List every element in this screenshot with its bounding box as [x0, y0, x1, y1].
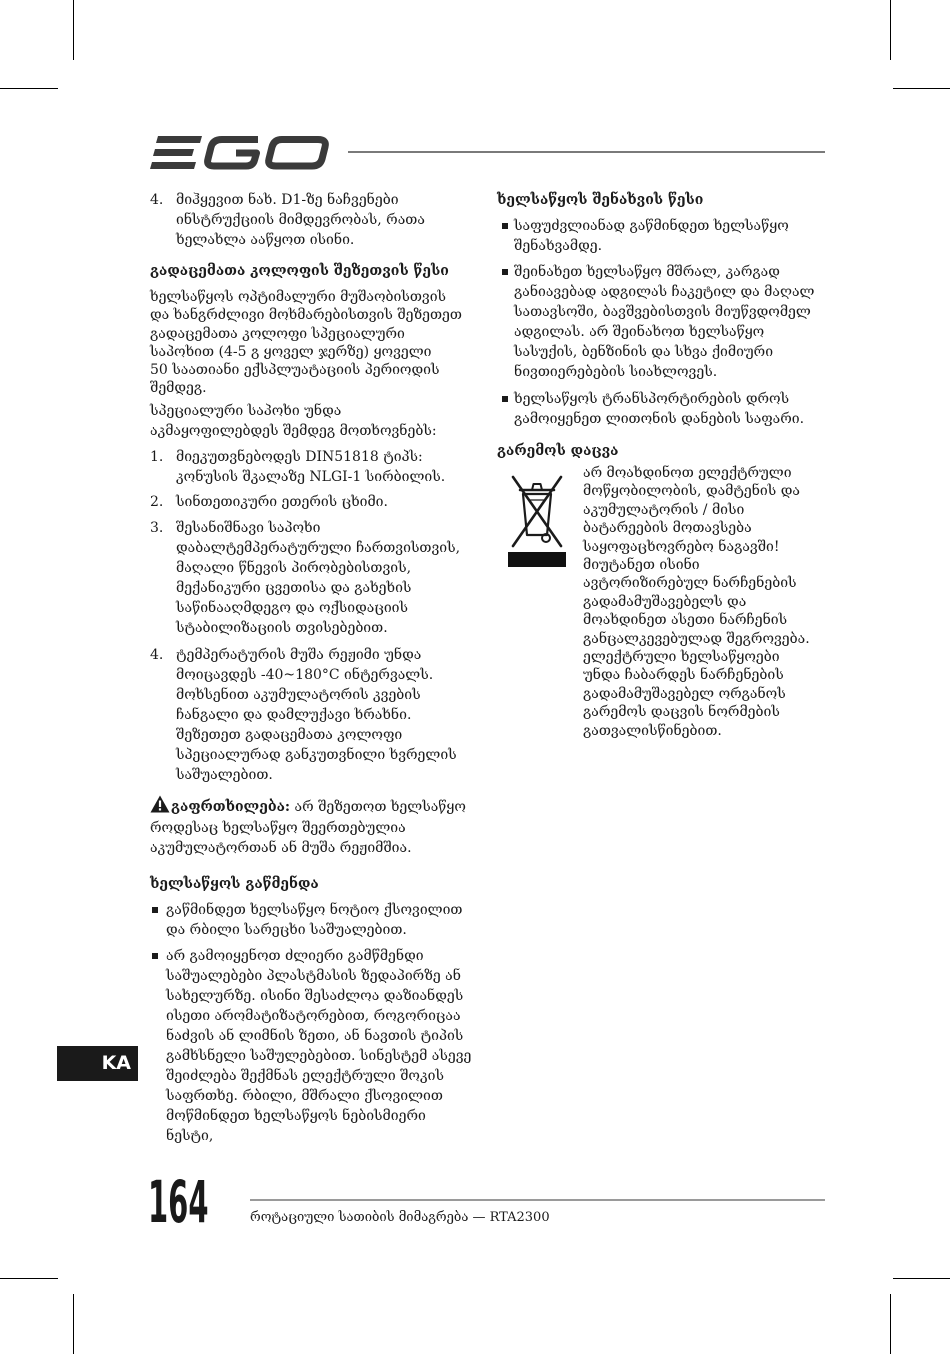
bullet-item [150, 900, 463, 940]
list-item [150, 518, 460, 638]
bullet-item [150, 946, 471, 1146]
bullet-item-body [514, 389, 804, 429]
text-line: მექანიკური ცვეთისა და გახეხის [176, 580, 412, 596]
bullet-square-icon [502, 269, 508, 275]
text-line: ჩანგალი და დამლუქავი ხრახნი. [176, 707, 412, 723]
text-line: გაწმინდეთ ხელსაწყო ნოტიო ქსოვილით [166, 902, 463, 918]
crop-mark-bottom-right-horizontal [893, 1278, 950, 1279]
text-line: საშუალებები პლასტმასის ზედაპირზე ან [166, 968, 461, 984]
text-line: დაბალტემპერატურული ჩართვისთვის, [176, 540, 461, 556]
section-heading-storage: ხელსაწყოს შენახვის წესი [497, 192, 704, 208]
warning-note [150, 795, 466, 859]
crop-mark-top-right-horizontal [893, 88, 950, 89]
bullet-item [497, 262, 814, 382]
step-4 [150, 190, 425, 250]
crop-mark-top-left-horizontal [0, 88, 58, 89]
text-line: აკუმულატორთან ან მუშა რეჟიმშია. [150, 840, 412, 856]
list-item [150, 447, 445, 487]
text-line: საფრთხე. რბილი, მშრალი ქსოვილით [166, 1088, 443, 1104]
text-line: შეიძლება შექმნას ელექტრული შოკის [166, 1068, 444, 1084]
text-line: სპეციალური საპოხი უნდა [150, 403, 342, 419]
list-item [150, 645, 457, 785]
text-line: ადგილას. არ შეინახოთ ხელსაწყო [514, 324, 765, 340]
text-line: ელექტრული ხელსაწყოები [583, 649, 780, 666]
crop-mark-top-left-vertical [73, 0, 74, 60]
bullet-square-icon [152, 907, 158, 913]
list-item [150, 492, 388, 512]
text-line: ნესტი, [166, 1128, 214, 1144]
bullet-square-icon [152, 953, 158, 959]
bullet-square-icon [502, 223, 508, 229]
language-tab: KA [57, 1046, 138, 1081]
text-line: გადაცემათა კოლოფი სპეციალური [150, 325, 405, 342]
text-line: მოიცავდეს -40~180°C ინტერვალს. [176, 667, 434, 683]
text-line: საწინააღმდეგო და ოქსიდაციის [176, 600, 408, 616]
text-line: არ შეზეთოთ ხელსაწყო [294, 799, 466, 815]
warning-triangle-icon [150, 795, 170, 813]
list-item-body [176, 645, 457, 785]
text-line: შენახვამდე. [514, 238, 603, 254]
warning-label: გაფრთხილება: [171, 799, 291, 815]
text-line: ბატარეების მოთავსება [583, 520, 752, 537]
lubrication-paragraph-2 [150, 401, 437, 441]
list-item-body [176, 447, 445, 487]
text-line: ისეთი არომატიზატორებით, როგორიცაა [166, 1008, 461, 1024]
crop-mark-top-right-vertical [890, 0, 891, 60]
text-line: სინთეთიკური ეთერის ცხიმი. [176, 494, 388, 510]
text-line: ინსტრუქციის მიმდევრობას, რათა [176, 212, 425, 228]
footer-title: როტაციული სათიბის მიმაგრება — RTA2300 [250, 1210, 550, 1225]
text-line: ხელსაწყოს ოპტიმალური მუშაობისთვის [150, 289, 447, 305]
text-line: როდესაც ხელსაწყო შეერთებულია [150, 819, 406, 836]
text-line: გამოიყენეთ ლითონის დანების საფარი. [514, 411, 805, 427]
text-line: აკუმულატორის / მისი [583, 501, 745, 518]
text-line: მაღალი წნევის პირობებისთვის, [176, 560, 412, 576]
list-item-body [176, 518, 460, 638]
text-line: ნივთიერებების სიახლოვეს. [514, 364, 718, 380]
warning-first-line [150, 795, 466, 818]
text-line: გადამამუშავებელს და [583, 593, 747, 610]
list-number: 2. [150, 494, 164, 510]
text-line: გამხსნელი საშულებებით. სინესტემ ასევე [166, 1048, 472, 1064]
text-line: უნდა ჩაბარდეს ნარჩენების [583, 667, 784, 684]
text-line: 50 საათიანი ექსპლუატაციის პერიოდის [150, 362, 440, 379]
text-line: აკმაყოფილებდეს შემდეგ მოთხოვნებს: [150, 423, 437, 439]
text-line: სტაბილიზაციის თვისებებით. [176, 620, 388, 636]
crop-mark-bottom-left-vertical [73, 1294, 74, 1354]
section-heading-lubrication: გადაცემათა კოლოფის შეზეთვის წესი [150, 263, 449, 279]
list-item-body [176, 492, 388, 512]
text-line: მოწყობილობის, დამტენის და [583, 483, 800, 500]
text-line: არ მოახდინოთ ელექტრული [583, 465, 792, 481]
list-number: 1. [150, 449, 164, 465]
step-number: 4. [150, 192, 164, 208]
crossed-out-wheelie-bin-icon [508, 469, 566, 569]
bullet-item [497, 216, 789, 256]
text-line: და რბილი სარეცხი საშუალებით. [166, 922, 407, 938]
list-number: 4. [150, 647, 164, 663]
bullet-square-icon [502, 396, 508, 402]
text-line: მიეკუთვნებოდეს DIN51818 ტიპს: [176, 449, 423, 465]
page-number: 164 [148, 1168, 209, 1236]
text-line: სახელურზე. ისინი შესაძლოა დაზიანდეს [166, 988, 464, 1004]
text-line: განცალკევებულად შეგროვება. [583, 630, 810, 647]
text-line: მიუტანეთ ისინი [583, 557, 700, 574]
section-heading-environment: გარემოს დაცვა [497, 443, 619, 459]
text-line: საშუალებით. [176, 767, 273, 783]
text-line: განიავებად ადგილას ჩაკეტილ და მაღალ [514, 284, 815, 300]
bullet-item-body [514, 262, 814, 382]
text-line: მოხსენით აკუმულატორის კვების [176, 687, 421, 703]
bullet-item-body [514, 216, 789, 256]
text-line: გარემოს დაცვის ნორმების [583, 704, 780, 721]
header-rule [348, 151, 825, 153]
text-line: და ხანგრძლივი მოხმარებისთვის შეზეთეთ [150, 307, 462, 324]
crop-mark-bottom-left-horizontal [0, 1278, 58, 1279]
lubrication-paragraph-1 [150, 288, 462, 398]
text-line: შემდეგ. [150, 380, 207, 397]
text-line: შეზეთეთ გადაცემათა კოლოფი [176, 727, 403, 743]
list-number: 3. [150, 520, 164, 536]
text-line: არ გამოიყენოთ ძლიერი გამწმენდი [166, 948, 424, 964]
text-line: კონუსის შკალაზე NLGI-1 სირბილის. [176, 469, 446, 485]
text-line: ხელსაწყოს ტრანსპორტირების დროს [514, 391, 790, 407]
crop-mark-bottom-right-vertical [890, 1294, 891, 1354]
text-line: შეინახეთ ხელსაწყო მშრალ, კარგად [514, 264, 780, 280]
footer-rule [250, 1199, 825, 1201]
text-line: ავტორიზირებულ ნარჩენების [583, 575, 797, 592]
text-line: სასუქის, ბენზინის და სხვა ქიმიური [514, 344, 774, 360]
bullet-item [497, 389, 804, 429]
text-line: ნაძვის ან ლიმნის ზეთი, ან ნავთის ტიპის [166, 1028, 464, 1044]
text-line: სპეციალურად განკუთვნილი ხვრელის [176, 747, 457, 763]
text-line: მოწმინდეთ ხელსაწყოს ნებისმიერი [166, 1108, 426, 1124]
text-line: შესანიშნავი საპოხი [176, 520, 321, 536]
bullet-item-body [166, 900, 463, 940]
text-line: სათავსოში, ბავშვებისთვის მიუწვდომელ [514, 304, 811, 320]
environment-text [583, 464, 810, 740]
text-line: გათვალისწინებით. [583, 722, 722, 739]
text-line: გადამამუშავებელ ორგანოს [583, 685, 786, 702]
text-line: ტემპერატურის მუშა რეჟიმი უნდა [176, 647, 422, 663]
bullet-item-body [166, 946, 471, 1146]
text-line: საფუძვლიანად გაწმინდეთ ხელსაწყო [514, 218, 789, 234]
step-body [176, 190, 425, 250]
text-line: საპოხით (4-5 გ ყოველ ჯერზე) ყოველი [150, 343, 432, 360]
text-line: მიჰყევით ნახ. D1-ზე ნაჩვენები [176, 192, 399, 208]
text-line: მოახდინეთ ასეთი ნარჩენის [583, 612, 788, 629]
section-heading-cleaning: ხელსაწყოს გაწმენდა [150, 876, 319, 892]
text-line: ხელახლა ააწყოთ ისინი. [176, 232, 355, 248]
text-line: საყოფაცხოვრებო ნაგავში! [583, 538, 780, 555]
ego-logo [150, 133, 332, 173]
